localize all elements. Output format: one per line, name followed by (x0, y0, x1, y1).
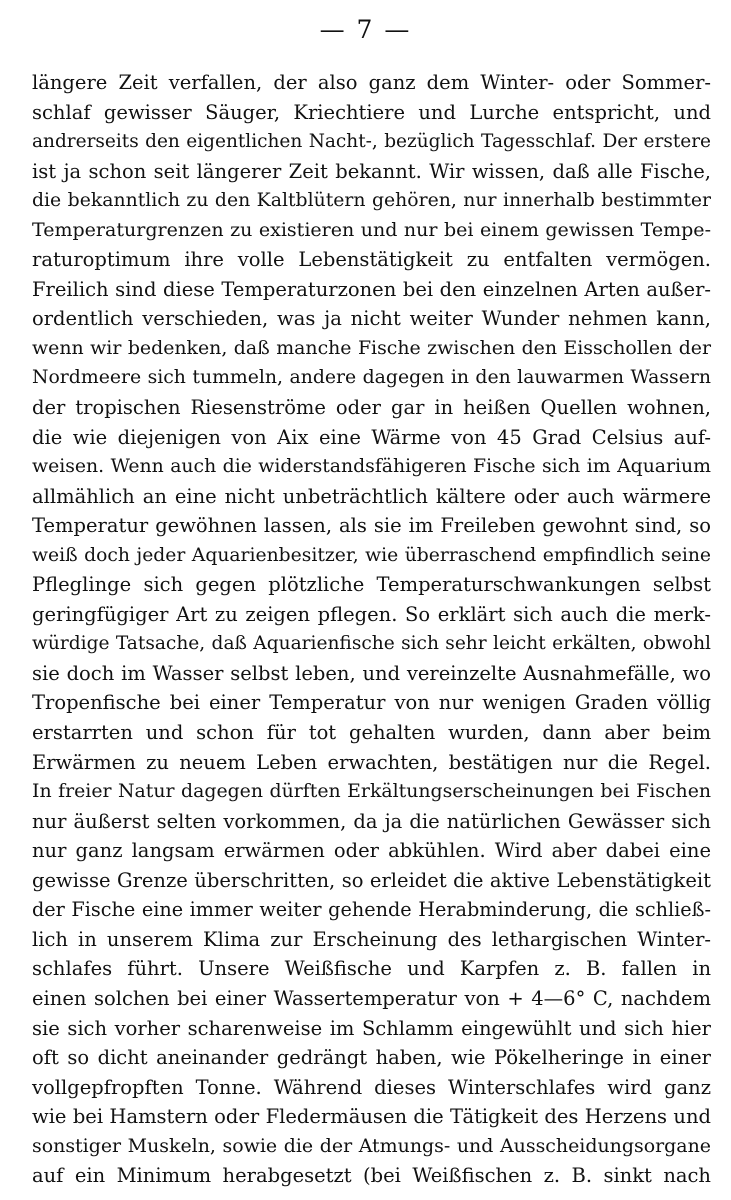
text-line: Pfleglinge sich gegen plötzliche Temperaturschwankungen selbst (32, 573, 711, 597)
text-line: geringfügiger Art zu zeigen pflegen. So erklärt sich auch die merk- (32, 602, 711, 626)
text-line: nur äußerst selten vorkommen, da ja die natürlichen Gewässer sich (32, 809, 711, 833)
text-line: auf ein Minimum herabgesetzt (bei Weißfischen z. B. sinkt nach (32, 1164, 711, 1188)
text-line: andrerseits den eigentlichen Nacht-, bezüglich Tagesschlaf. Der erstere (32, 131, 711, 153)
text-line: In freier Natur dagegen dürften Erkältungserscheinungen bei Fischen (32, 780, 711, 803)
text-line: Tropenfische bei einer Temperatur von nur wenigen Graden völlig (32, 691, 711, 715)
text-line: würdige Tatsache, daß Aquarienfische sich sehr leicht erkälten, obwohl (32, 633, 711, 655)
text-line: raturoptimum ihre volle Lebenstätigkeit zu entfalten vermögen. (32, 248, 711, 272)
text-line: Erwärmen zu neuem Leben erwachten, bestätigen nur die Regel. (32, 750, 711, 774)
text-line: der tropischen Riesenströme oder gar in heißen Quellen wohnen, (32, 396, 711, 420)
page-number: — 7 — (319, 15, 412, 44)
text-line: sie sich vorher scharenweise im Schlamm eingewühlt und sich hier (32, 1016, 711, 1040)
text-line: sie doch im Wasser selbst leben, und vereinzelte Ausnahmefälle, wo (32, 661, 711, 685)
text-line: wie bei Hamstern oder Fledermäusen die Tätigkeit des Herzens und (32, 1105, 711, 1129)
text-line: allmählich an eine nicht unbeträchtlich kältere oder auch wärmere (32, 484, 711, 508)
text-line: der Fische eine immer weiter gehende Herabminderung, die schließ- (32, 898, 711, 922)
text-line: Temperaturgrenzen zu existieren und nur bei einem gewissen Tempe- (32, 218, 711, 241)
text-line: Nordmeere sich tummeln, andere dagegen in den lauwarmen Wassern (32, 367, 711, 389)
text-line: die wie diejenigen von Aix eine Wärme von 45 Grad Celsius auf- (32, 425, 711, 449)
text-line: weisen. Wenn auch die widerstandsfähigeren Fische sich im Aquarium (32, 456, 711, 478)
text-line: die bekanntlich zu den Kaltblütern gehören, nur innerhalb bestimmter (32, 190, 711, 212)
text-line: ist ja schon seit längerer Zeit bekannt. Wir wissen, daß alle Fische, (32, 159, 711, 183)
text-line: wenn wir bedenken, daß manche Fische zwischen den Eisschollen der (32, 336, 711, 359)
text-line: einen solchen bei einer Wassertemperatur von + 4—6° C, nachdem (32, 986, 711, 1010)
text-line: sonstiger Muskeln, sowie die der Atmungs- und Ausscheidungsorgane (32, 1134, 711, 1157)
body-text (32, 68, 711, 1191)
text-line: Freilich sind diese Temperaturzonen bei den einzelnen Arten außer- (32, 277, 711, 301)
text-line: lich in unserem Klima zur Erscheinung des lethargischen Winter- (32, 927, 711, 951)
text-line: ordentlich verschieden, was ja nicht weiter Wunder nehmen kann, (32, 307, 711, 331)
text-line: schlafes führt. Unsere Weißfische und Karpfen z. B. fallen in (32, 957, 711, 981)
text-line: nur ganz langsam erwärmen oder abkühlen. Wird aber dabei eine (32, 839, 711, 863)
text-line: weiß doch jeder Aquarienbesitzer, wie überraschend empfindlich seine (32, 544, 711, 566)
text-line: erstarrten und schon für tot gehalten wurden, dann aber beim (32, 721, 711, 745)
text-line: oft so dicht aneinander gedrängt haben, wie Pökelheringe in einer (32, 1046, 711, 1070)
text-line: gewisse Grenze überschritten, so erleidet die aktive Lebenstätigkeit (32, 868, 711, 892)
text-line: schlaf gewisser Säuger, Kriechtiere und Lurche entspricht, und (32, 100, 711, 124)
text-line: längere Zeit verfallen, der also ganz dem Winter- oder Sommer- (32, 71, 711, 94)
text-line: vollgepfropften Tonne. Während dieses Winterschlafes wird ganz (32, 1075, 711, 1099)
text-line: Temperatur gewöhnen lassen, als sie im Freileben gewohnt sind, so (32, 514, 711, 538)
